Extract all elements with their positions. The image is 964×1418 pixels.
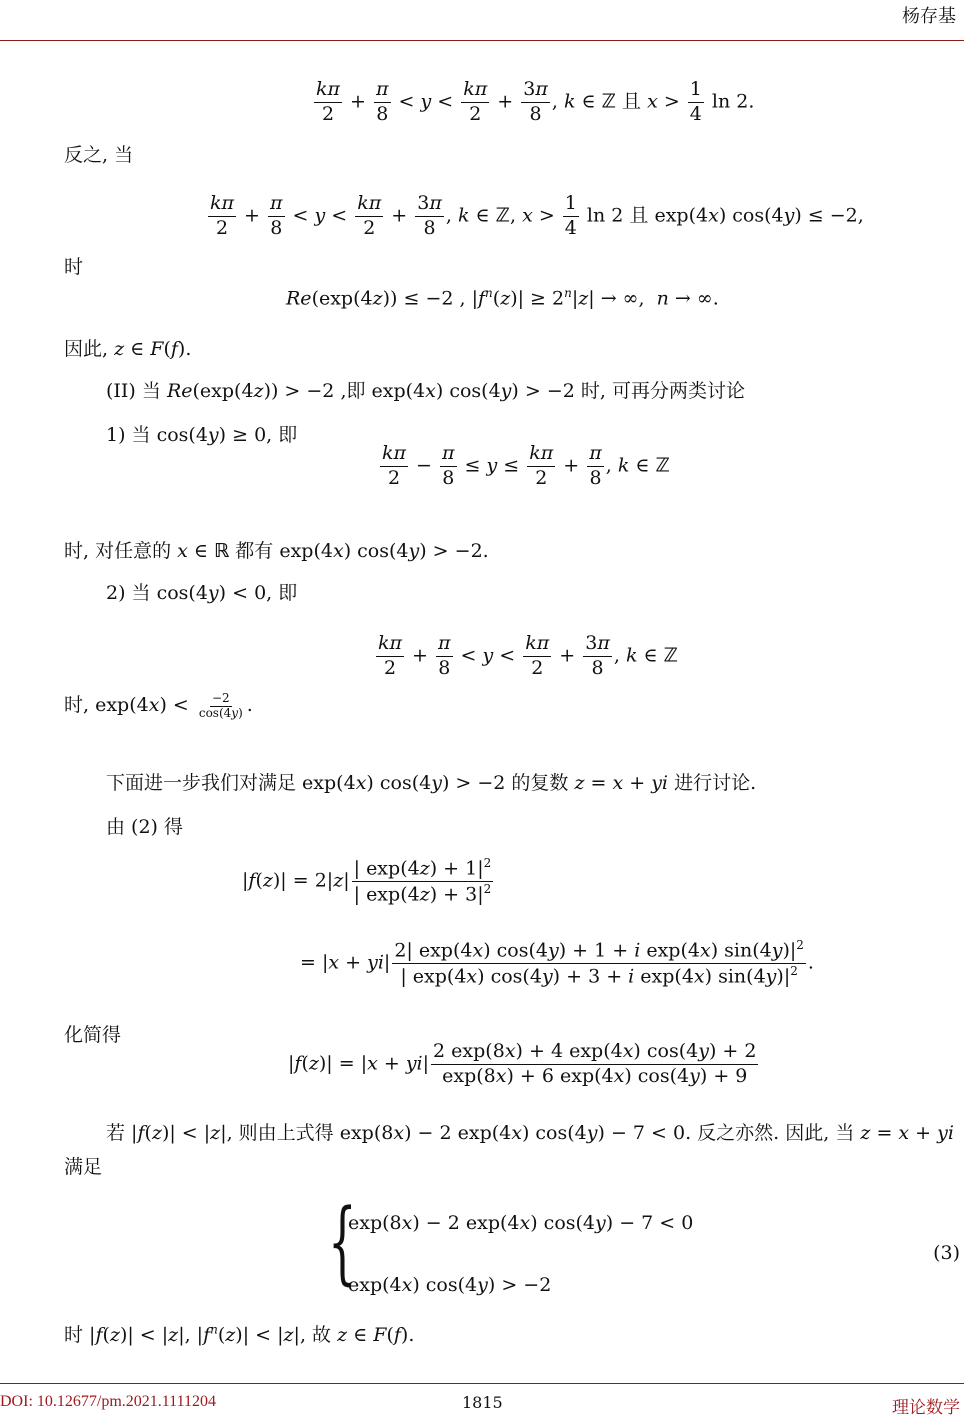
text-last-shi: 时 <box>64 1324 84 1346</box>
system-line-2: exp(4x) cos(4y) > −2 <box>348 1274 552 1296</box>
text-qie: 且 <box>622 90 642 113</box>
left-brace: { <box>328 1190 357 1295</box>
equation-3: Re(exp(4z)) ≤ −2 , $|f^n(z)| \ge 2^n|z|$ → ∞, n → ∞. <box>286 286 719 310</box>
text-fanzhi: . 反之亦然. 因此, 当 <box>685 1122 855 1144</box>
system-line-1: exp(8x) − 2 exp(4x) cos(4y) − 7 < 0 <box>348 1212 694 1234</box>
text-xiamian: 下面进一步我们对满足 <box>106 772 297 794</box>
equation-2: $\frac{k\pi}{2}$ + $\frac{\pi}{8}$ < y < $\frac{k\pi}{2}$ + $\frac{3\pi}{8}$ , k ∈ ℤ, x > $\frac{1}{4}$ ln 2 且 exp(4x) cos(4y) ≤ −2, <box>210 192 864 239</box>
paragraph-case-2-1: 1) 当 cos(4y) ≥ 0, 即 <box>106 424 298 446</box>
footer-rule <box>0 1383 964 1384</box>
text-case-2-1: 1) 当 <box>106 424 151 446</box>
paragraph-if: 若 |f(z)| < |z|, 则由上式得 exp(8x) − 2 exp(4x) cos(4y) − 7 < 0. 反之亦然. 因此, 当 z = x + yi <box>106 1122 954 1144</box>
text-gu: , 故 <box>299 1324 332 1346</box>
paragraph-case-2-2: 2) 当 cos(4y) < 0, 即 <box>106 582 298 604</box>
footer-doi[interactable]: DOI: 10.12677/pm.2021.1111204 <box>0 1393 216 1410</box>
footer-page-number: 1815 <box>462 1393 503 1412</box>
text-shi-dui: 时, 对任意的 <box>64 540 172 562</box>
text-shi-1: 时 <box>64 256 84 278</box>
text-fan-zhi-dang: 反之, 当 <box>64 144 134 166</box>
header-rule <box>0 40 964 41</box>
text-yinci-1: 因此, <box>64 338 109 360</box>
text-you-2-de: 由 (2) 得 <box>106 816 183 838</box>
equation-8: |f(z)| = |x + yi| $\frac{2 \exp(8x) + 4 \exp(4x) \cos(4y) + 2}{\exp(8x) + 6 \exp(4x) \cos(4y) + 9}$ <box>288 1040 757 1087</box>
paragraph-exp-bound: 时, exp(4x) < $\frac{-2}{\cos(4y)}$ . <box>64 690 253 720</box>
paragraph-any-x: 时, 对任意的 x ∈ ℝ 都有 exp(4x) cos(4y) > −2. <box>64 540 489 562</box>
equation-7: = |x + yi| $\frac{2| \exp(4x) \cos(4y) + 1 + i \exp(4x) \sin(4y)|^2}{| \exp(4x) \cos(4y) + 3 + i \exp(4x) \sin(4y)|^2}$ . <box>300 938 814 988</box>
paragraph-conclusion: 时 |f(z)| < |z|, $|f^n(z)| < |z|$, 故 z ∈ F(f). <box>64 1322 415 1346</box>
footer-journal: 理论数学 <box>892 1398 960 1418</box>
text-zeyou: , 则由上式得 <box>226 1122 334 1144</box>
equation-number: (3) <box>933 1242 960 1264</box>
paragraph-therefore-1: 因此, z ∈ F(f). <box>64 338 192 360</box>
text-ji: ,即 <box>340 380 366 402</box>
equation-4: $\frac{k\pi}{2}$ − $\frac{\pi}{8}$ ≤ y ≤ $\frac{k\pi}{2}$ + $\frac{\pi}{8}$ , k ∈ ℤ <box>382 442 670 489</box>
text-huajian: 化简得 <box>64 1024 122 1046</box>
text-shi-exp: 时, <box>64 694 90 716</box>
paragraph-further: 下面进一步我们对满足 exp(4x) cos(4y) > −2 的复数 z = x + yi 进行讨论. <box>106 772 757 794</box>
header-author: 杨存基 <box>902 6 956 27</box>
equation-6: |f(z)| = 2|z| $\frac{| \exp(4z) + 1|^2}{| \exp(4z) + 3|^2}$ <box>242 856 492 906</box>
equation-5: $\frac{k\pi}{2}$ + $\frac{\pi}{8}$ < y < $\frac{k\pi}{2}$ + $\frac{3\pi}{8}$ , k ∈ ℤ <box>378 632 678 679</box>
text-comma-ji-2: , 即 <box>266 582 298 604</box>
text-case-2-tail: 时, 可再分两类讨论 <box>580 380 745 402</box>
text-qie-2: 且 <box>629 204 649 227</box>
text-jinxing: 进行讨论. <box>674 772 757 794</box>
text-ruo: 若 <box>106 1122 126 1144</box>
text-case-2-2: 2) 当 <box>106 582 151 604</box>
text-manzu: 满足 <box>64 1156 103 1178</box>
text-dou-you: 都有 <box>235 540 274 562</box>
text-case-2: (II) 当 <box>106 380 161 402</box>
paragraph-case-2: (II) 当 Re(exp(4z)) > −2 ,即 exp(4x) cos(4y) > −2 时, 可再分两类讨论 <box>106 380 745 402</box>
text-comma-ji: , 即 <box>266 424 298 446</box>
equation-1: $\frac{k\pi}{2}$ + $\frac{\pi}{8}$ < y < $\frac{k\pi}{2}$ + $\frac{3\pi}{8}$ , k ∈ ℤ 且 x > $\frac{1}{4}$ ln 2. <box>316 78 755 125</box>
text-de-fushu: 的复数 <box>511 772 569 794</box>
